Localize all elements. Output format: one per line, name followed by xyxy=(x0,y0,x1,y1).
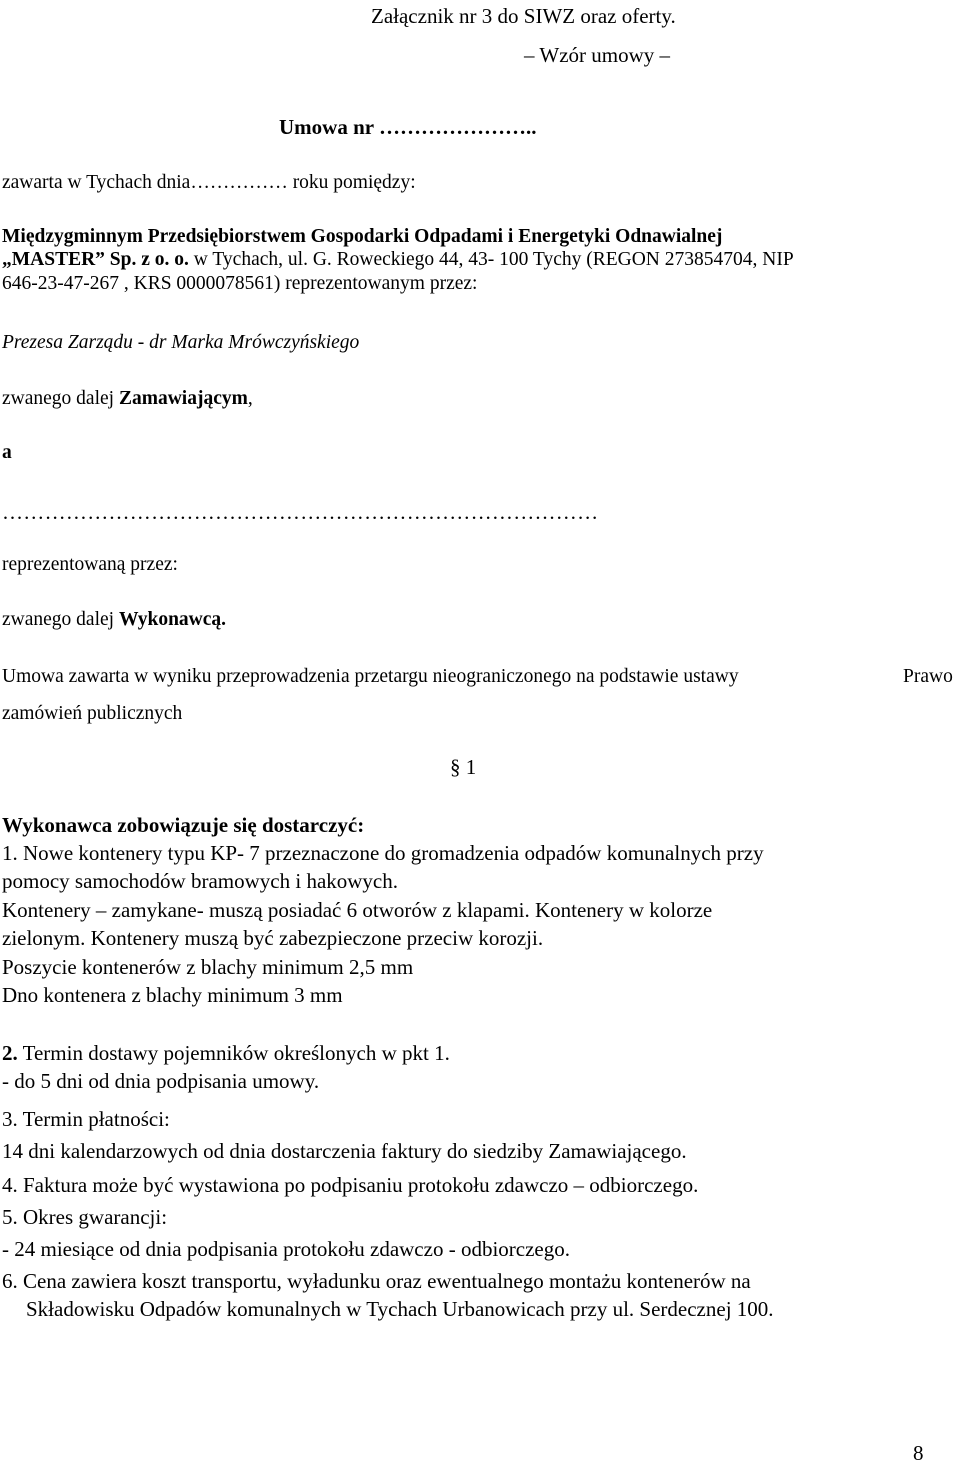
item3-detail: 14 dni kalendarzowych od dnia dostarczenia faktury do siedziby Zamawiającego. xyxy=(2,1139,687,1163)
employer-address: w Tychach, ul. G. Roweckiego 44, 43- 100 Tychy (REGON 273854704, NIP xyxy=(188,249,794,270)
conjunction: a xyxy=(2,442,12,463)
item1-line2: pomocy samochodów bramowych i hakowych. xyxy=(2,869,398,893)
item5-detail: - 24 miesiące od dnia podpisania protokołu zdawczo - odbiorczego. xyxy=(2,1237,570,1261)
contractor-represented-by: reprezentowaną przez: xyxy=(2,554,178,575)
employer-name-line2 xyxy=(2,250,794,270)
employer-name-bold: „MASTER” Sp. z o. o. xyxy=(2,249,189,270)
item3: 3. Termin płatności: xyxy=(2,1107,170,1131)
employer-name-line1: Międzygminnym Przedsiębiorstwem Gospodarki Odpadami i Energetyki Odnawialnej xyxy=(2,226,723,247)
item6-line2: Składowisku Odpadów komunalnych w Tychach Urbanowicach przy ul. Serdecznej 100. xyxy=(26,1297,774,1321)
item2-detail: - do 5 dni od dnia podpisania umowy. xyxy=(2,1069,320,1093)
item1-line6: Dno kontenera z blachy minimum 3 mm xyxy=(2,983,343,1007)
concluded-date-dots: …………… xyxy=(190,172,288,193)
section-heading: Wykonawca zobowiązuje się dostarczyć: xyxy=(2,813,365,837)
item1-line3: Kontenery – zamykane- muszą posiadać 6 otworów z klapami. Kontenery w kolorze xyxy=(2,898,713,922)
basis-line2: zamówień publicznych xyxy=(2,703,183,724)
employer-called-name: Zamawiającym xyxy=(118,388,248,409)
contractor-name-dots: ………………………………………………………………………… xyxy=(2,500,599,524)
contractor-called-prefix: zwanego dalej xyxy=(2,609,119,630)
employer-called-suffix: , xyxy=(247,388,253,409)
contract-number: Umowa nr ………………….. xyxy=(279,115,537,139)
employer-representative: Prezesa Zarządu - dr Marka Mrówczyńskiego xyxy=(2,332,360,353)
item1-line4: zielonym. Kontenery muszą być zabezpieczone przeciw korozji. xyxy=(2,926,544,950)
concluded-prefix: zawarta w Tychach dnia xyxy=(2,172,191,193)
item2-line xyxy=(2,1043,450,1064)
attachment-title: Załącznik nr 3 do SIWZ oraz oferty. xyxy=(371,4,676,28)
employer-ids-line: 646-23-47-267 , KRS 0000078561) reprezentowanym przez: xyxy=(2,273,478,294)
concluded-suffix: roku pomiędzy: xyxy=(287,172,416,193)
employer-called-prefix: zwanego dalej xyxy=(2,388,119,409)
item1-line1: 1. Nowe kontenery typu KP- 7 przeznaczone do gromadzenia odpadów komunalnych przy xyxy=(2,841,764,865)
item1-line5: Poszycie kontenerów z blachy minimum 2,5 mm xyxy=(2,955,414,979)
contractor-called-name: Wykonawcą. xyxy=(118,609,227,630)
item2-text: Termin dostawy pojemników określonych w pkt 1. xyxy=(17,1041,450,1065)
basis-line1-end: Prawo xyxy=(903,666,953,687)
item6-line1: 6. Cena zawiera koszt transportu, wyładunku oraz ewentualnego montażu kontenerów na xyxy=(2,1269,751,1293)
employer-called-line xyxy=(2,389,253,409)
template-subtitle: – Wzór umowy – xyxy=(524,43,671,67)
contractor-called-line xyxy=(2,610,226,630)
section-symbol: § 1 xyxy=(450,755,477,779)
item2-number: 2. xyxy=(2,1041,18,1065)
basis-line1: Umowa zawarta w wyniku przeprowadzenia przetargu nieograniczonego na podstawie ustawy xyxy=(2,666,739,687)
contract-concluded-line xyxy=(2,173,416,193)
page-number: 8 xyxy=(913,1441,924,1465)
item4: 4. Faktura może być wystawiona po podpisaniu protokołu zdawczo – odbiorczego. xyxy=(2,1173,699,1197)
item5: 5. Okres gwarancji: xyxy=(2,1205,168,1229)
